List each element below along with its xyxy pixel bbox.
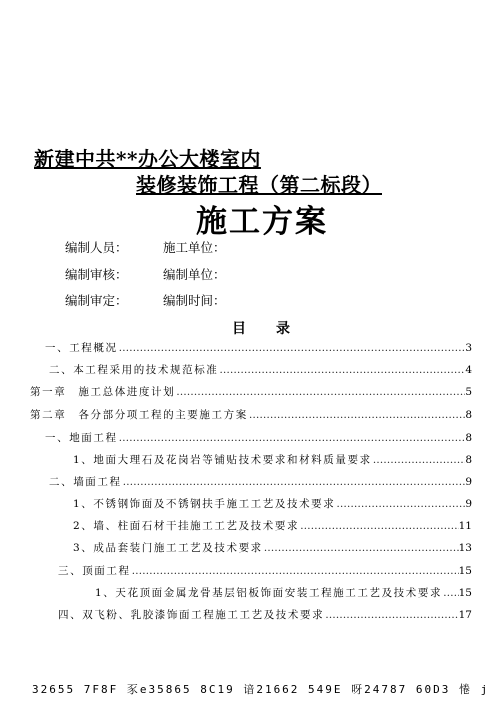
toc-entry-page: 8	[465, 432, 472, 444]
footer-code-text: 32655 7F8F 豕e35865 8C19 谙21662 549E 呀24787 60D3 惓 j	[32, 683, 490, 696]
toc-entry[interactable]	[73, 452, 472, 467]
toc-entry-label: 三、顶面工程	[58, 565, 131, 577]
toc-heading: 目录	[232, 321, 320, 337]
toc-entry[interactable]	[45, 340, 472, 355]
toc-entry-label: 2、墙、柱面石材干挂施工工艺及技术要求	[73, 520, 300, 532]
toc-entry[interactable]	[73, 518, 472, 533]
approve-label: 编制审定：	[65, 293, 128, 308]
toc-entry-label: 一、工程概况	[45, 342, 118, 354]
title-line-3: 施工方案	[196, 204, 328, 240]
toc-entry-page: 15	[458, 587, 472, 599]
toc-entry-page: 15	[458, 565, 472, 577]
unit-label: 施工单位：	[163, 240, 226, 255]
toc-entry[interactable]	[30, 384, 472, 399]
toc-leader	[324, 609, 458, 621]
toc-entry[interactable]	[49, 362, 472, 377]
toc-leader	[442, 587, 459, 599]
time-label: 编制时间：	[163, 293, 226, 308]
toc-entry-page: 5	[465, 386, 472, 398]
toc-leader	[118, 432, 466, 444]
toc-entry-page: 13	[458, 542, 472, 554]
toc-entry-label: 1、不锈钢饰面及不锈钢扶手施工工艺及技术要求	[73, 498, 336, 510]
toc-leader	[263, 542, 459, 554]
toc-leader	[372, 454, 466, 466]
toc-entry[interactable]	[73, 540, 472, 555]
toc-entry-label: 第二章 各分部分项工程的主要施工方案	[30, 409, 248, 421]
toc-leader	[122, 476, 466, 488]
toc-leader	[118, 342, 466, 354]
toc-entry-page: 11	[458, 520, 472, 532]
toc-entry[interactable]	[45, 430, 472, 445]
toc-entry[interactable]	[58, 607, 472, 622]
title-line-2: 装修装饰工程（第二标段）	[136, 173, 382, 197]
toc-leader	[218, 364, 465, 376]
toc-leader	[175, 386, 465, 398]
toc-leader	[131, 565, 459, 577]
author-label: 编制人员：	[65, 240, 128, 255]
toc-entry-label: 二、本工程采用的技术规范标准	[49, 364, 219, 376]
toc-entry-label: 3、成品套装门施工工艺及技术要求	[73, 542, 263, 554]
toc-entry-label: 一、地面工程	[45, 432, 118, 444]
toc-entry-label: 1、地面大理石及花岗岩等铺贴技术要求和材料质量要求	[73, 454, 372, 466]
toc-entry[interactable]	[58, 563, 472, 578]
toc-entry-page: 8	[465, 454, 472, 466]
title-line-1: 新建中共**办公大楼室内	[34, 147, 261, 171]
toc-entry-label: 二、墙面工程	[49, 476, 122, 488]
toc-entry-label: 1、天花顶面金属龙骨基层铝板饰面安装工程施工工艺及技术要求	[95, 587, 443, 599]
toc-leader	[335, 498, 465, 510]
toc-entry[interactable]	[49, 474, 472, 489]
prep-unit-label: 编制单位：	[163, 267, 226, 282]
toc-entry[interactable]	[95, 585, 472, 600]
toc-entry-label: 第一章 施工总体进度计划	[30, 386, 176, 398]
toc-leader	[299, 520, 459, 532]
review-label: 编制审核：	[65, 267, 128, 282]
toc-leader	[248, 409, 466, 421]
toc-entry[interactable]	[30, 407, 472, 422]
toc-entry-page: 9	[465, 498, 472, 510]
toc-entry-page: 4	[465, 364, 472, 376]
toc-entry-page: 8	[465, 409, 472, 421]
toc-entry-page: 9	[465, 476, 472, 488]
toc-entry-page: 3	[465, 342, 472, 354]
toc-entry-page: 17	[458, 609, 472, 621]
toc-entry[interactable]	[73, 496, 472, 511]
toc-entry-label: 四、双飞粉、乳胶漆饰面工程施工工艺及技术要求	[58, 609, 325, 621]
